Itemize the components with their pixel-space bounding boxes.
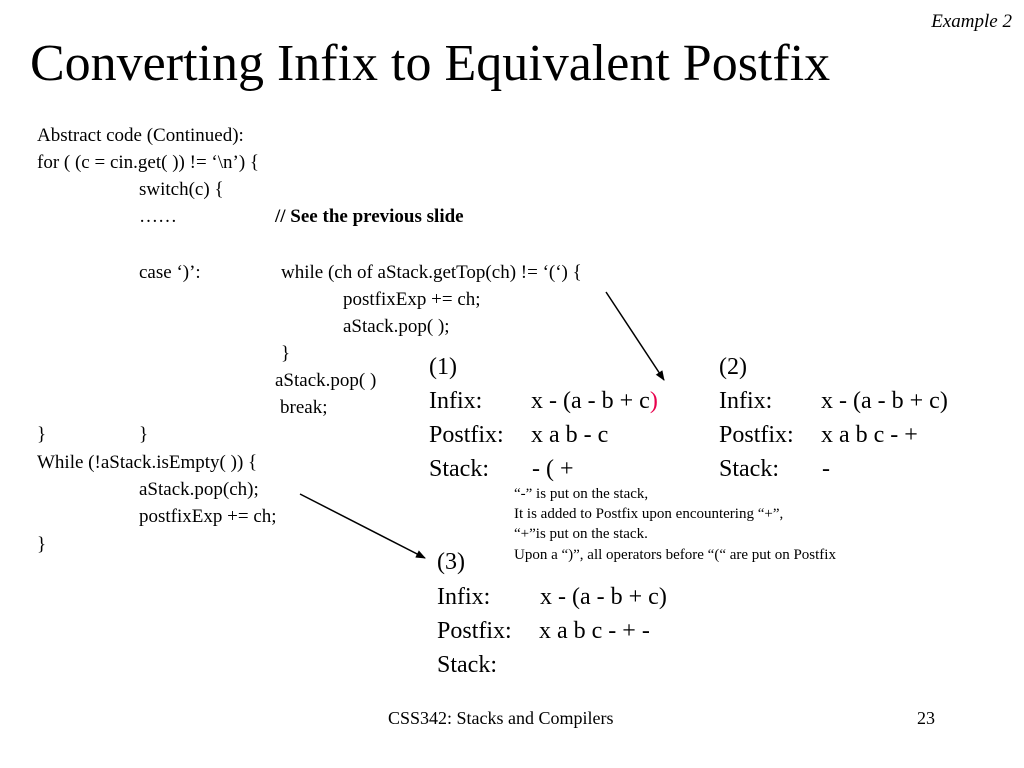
infix-value: x - (a - b + c) — [540, 584, 667, 610]
code-switch-line: switch(c) { — [139, 179, 224, 200]
example-label: Example 2 — [931, 11, 1012, 32]
page-number: 23 — [917, 708, 935, 728]
stack-label: Stack: — [437, 652, 497, 678]
postfix-label: Postfix: — [437, 618, 512, 644]
code-close-outer: } — [37, 424, 47, 445]
note-line: “+”is put on the stack. — [514, 526, 648, 542]
code-pop-ch: aStack.pop(ch); — [139, 479, 259, 500]
stack-label: Stack: — [719, 456, 779, 482]
code-close-switch: } — [139, 424, 149, 445]
example-number: (3) — [437, 549, 465, 575]
code-for-line: for ( (c = cin.get( )) != ‘\n’) { — [37, 152, 260, 173]
code-break-line: break; — [280, 397, 328, 418]
code-while-line: while (ch of aStack.getTop(ch) != ‘(‘) { — [281, 262, 582, 283]
infix-value: x - (a - b + c) — [531, 388, 658, 414]
code-postfix-append2: postfixExp += ch; — [139, 506, 277, 527]
note-line: Upon a “)”, all operators before “(“ are put on Postfix — [514, 547, 836, 563]
stack-value: - — [822, 456, 830, 482]
arrow-to-example-3 — [300, 494, 425, 558]
code-inner-close: } — [281, 343, 291, 364]
infix-value: x - (a - b + c) — [821, 388, 948, 414]
postfix-label: Postfix: — [719, 422, 794, 448]
stack-label: Stack: — [429, 456, 489, 482]
code-case-label: case ‘)’: — [139, 262, 201, 283]
note-line: “-” is put on the stack, — [514, 486, 649, 502]
infix-label: Infix: — [437, 584, 491, 610]
postfix-value: x a b c - + - — [539, 618, 650, 644]
postfix-label: Postfix: — [429, 422, 504, 448]
postfix-value: x a b c - + — [821, 422, 918, 448]
code-pop-line: aStack.pop( ); — [343, 316, 450, 337]
example-number: (2) — [719, 354, 747, 380]
code-postfix-append: postfixExp += ch; — [343, 289, 481, 310]
note-line: It is added to Postfix upon encountering “+”, — [514, 506, 784, 522]
code-final-close: } — [37, 534, 47, 555]
infix-label: Infix: — [719, 388, 773, 414]
code-comment: // See the previous slide — [275, 206, 464, 227]
stack-value: - ( + — [532, 456, 574, 482]
infix-label: Infix: — [429, 388, 483, 414]
code-pop-line2: aStack.pop( ) — [275, 370, 377, 391]
example-number: (1) — [429, 354, 457, 380]
postfix-value: x a b - c — [531, 422, 609, 448]
code-while-empty: While (!aStack.isEmpty( )) { — [37, 452, 258, 473]
slide-title: Converting Infix to Equivalent Postfix — [30, 35, 831, 92]
code-heading: Abstract code (Continued): — [37, 125, 244, 146]
arrow-to-example-1 — [606, 292, 664, 380]
footer-course: CSS342: Stacks and Compilers — [388, 708, 614, 728]
infix-highlight: ) — [649, 388, 658, 414]
code-ellipsis: …… — [139, 206, 177, 227]
